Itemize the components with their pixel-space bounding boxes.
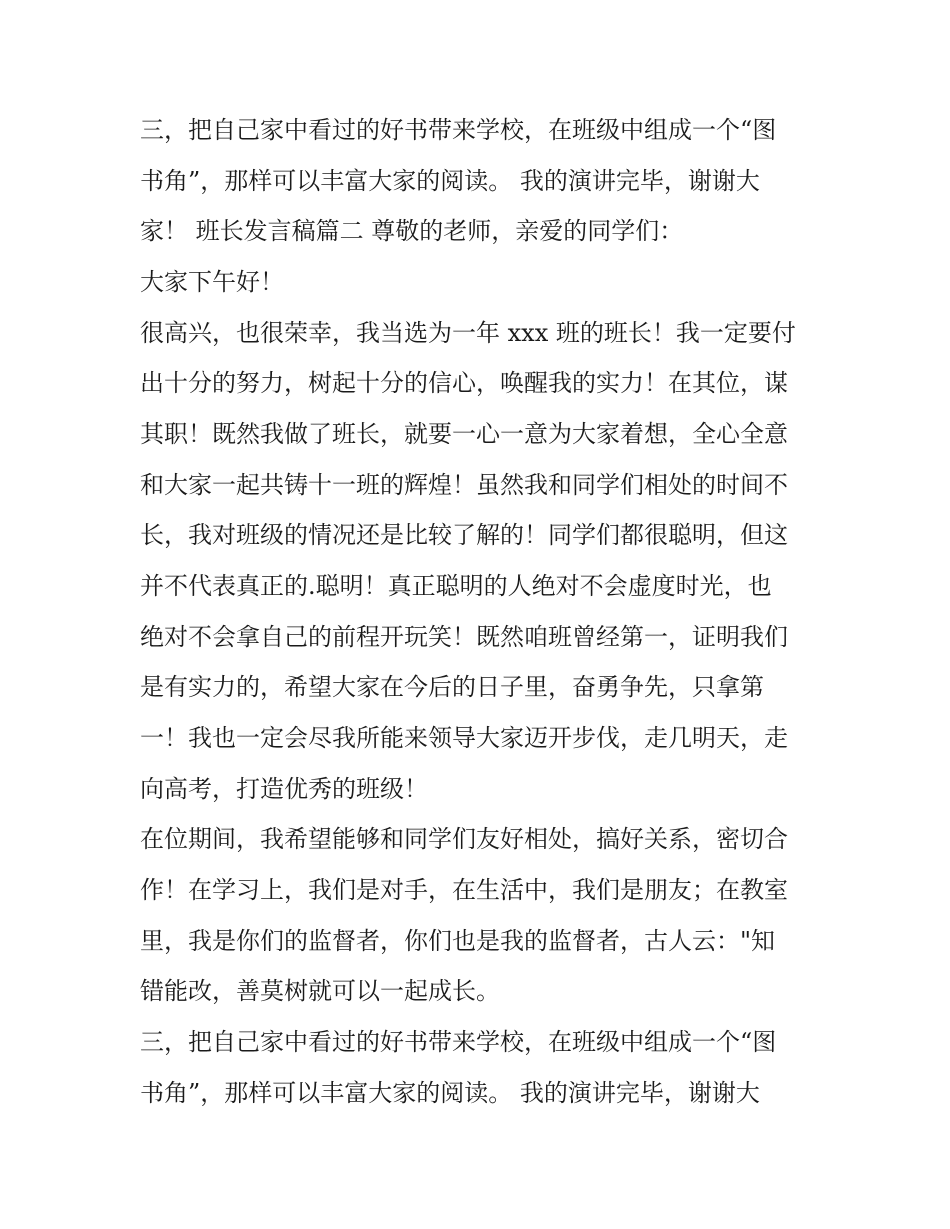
text-line: 在位期间，我希望能够和同学们友好相处，搞好关系，密切合 — [140, 825, 788, 853]
text-line: 和大家一起共铸十一班的辉煌！虽然我和同学们相处的时间不 — [140, 471, 788, 499]
text-line: 三，把自己家中看过的好书带来学校，在班级中组成一个“图 — [140, 1028, 777, 1056]
text-line: 出十分的努力，树起十分的信心，唤醒我的实力！在其位，谋 — [140, 369, 788, 397]
text-line: 一！我也一定会尽我所能来领导大家迈开步伐，走几明天，走 — [140, 724, 788, 752]
text-line: 绝对不会拿自己的前程开玩笑！既然咱班曾经第一，证明我们 — [140, 623, 788, 651]
text-line: 书角”，那样可以丰富大家的阅读。 我的演讲完毕，谢谢大 — [140, 1079, 760, 1107]
text-line: 并不代表真正的.聪明！真正聪明的人绝对不会虚度时光，也 — [140, 572, 772, 600]
text-line: 家！ 班长发言稿篇二 尊敬的老师，亲爱的同学们： — [140, 217, 684, 245]
text-line: 向高考，打造优秀的班级！ — [140, 775, 428, 803]
text-line: 里，我是你们的监督者，你们也是我的监督者，古人云："知 — [140, 927, 776, 955]
text-line: 三，把自己家中看过的好书带来学校，在班级中组成一个“图 — [140, 116, 777, 144]
text-line: 长，我对班级的情况还是比较了解的！同学们都很聪明，但这 — [140, 521, 788, 549]
text-line: 是有实力的，希望大家在今后的日子里，奋勇争先，只拿第 — [140, 673, 764, 701]
text-line: 书角”，那样可以丰富大家的阅读。 我的演讲完毕，谢谢大 — [140, 167, 760, 195]
text-line: 作！在学习上，我们是对手，在生活中，我们是朋友；在教室 — [140, 876, 788, 904]
text-line: 错能改，善莫树就可以一起成长。 — [140, 977, 500, 1005]
text-line: 很高兴，也很荣幸，我当选为一年 xxx 班的班长！我一定要付 — [140, 319, 796, 347]
text-line: 大家下午好！ — [140, 268, 284, 296]
text-line: 其职！既然我做了班长，就要一心一意为大家着想，全心全意 — [140, 420, 788, 448]
